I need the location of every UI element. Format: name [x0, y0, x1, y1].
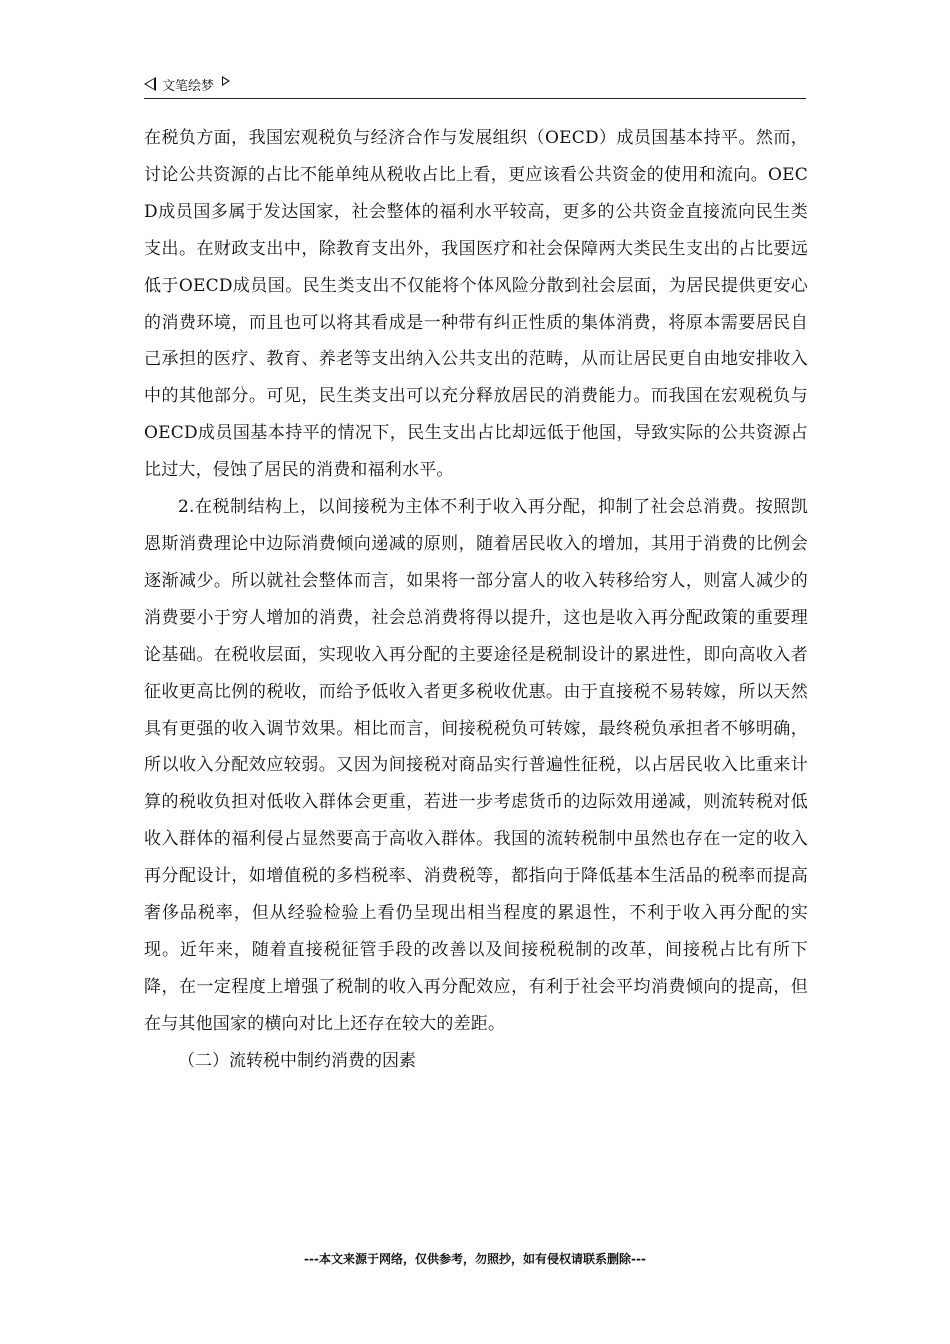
document-body: [144, 120, 808, 1080]
section-heading: （二）流转税中制约消费的因素: [178, 1050, 416, 1071]
paragraph-tax-structure: 2.在税制结构上，以间接税为主体不利于收入再分配，抑制了社会总消费。按照凯恩斯消费理论中边际消费倾向递减的原则，随着居民收入的增加，其用于消费的比例会逐渐减少。所以就社会整体而言，如果将一部分富人的收入转移给穷人，则富人减少的消费要小于穷人增加的消费，社会总消费将得以提升，这也是收入再分配政策的重要理论基础。在税收层面，实现收入再分配的主要途径是税制设计的累进性，即向高收入者征收更高比例的税收，而给予低收入者更多税收优惠。由于直接税不易转嫁，所以天然具有更强的收入调节效果。相比而言，间接税税负可转嫁，最终税负承担者不够明确，所以收入分配效应较弱。又因为间接税对商品实行普遍性征税，以占居民收入比重来计算的税收负担对低收入群体会更重，若进一步考虑货币的边际效用递减，则流转税对低收入群体的福利侵占显然要高于高收入群体。我国的流转税制中虽然也存在一定的收入再分配设计，如增值税的多档税率、消费税等，都指向于降低基本生活品的税率而提高奢侈品税率，但从经验检验上看仍呈现出相当程度的累退性，不利于收入再分配的实现。近年来，随着直接税征管手段的改善以及间接税税制的改革，间接税占比有所下降，在一定程度上增强了税制的收入再分配效应，有利于社会平均消费倾向的提高，但在与其他国家的横向对比上还存在较大的差距。: [144, 497, 808, 1034]
header-title-group: [144, 74, 230, 94]
header-title: 文笔绘梦: [162, 78, 215, 94]
triangle-right-icon: [222, 76, 230, 86]
page-header: [144, 74, 806, 99]
footer-notice: ---本文来源于网络，仅供参考，勿照抄，如有侵权请联系删除---: [304, 1252, 646, 1266]
triangle-left-icon: [144, 77, 156, 91]
paragraph-tax-burden: 在税负方面，我国宏观税负与经济合作与发展组织（OECD）成员国基本持平。然而，讨论公共资源的占比不能单纯从税收占比上看，更应该看公共资金的使用和流向。OECD成员国多属于发达国家，社会整体的福利水平较高，更多的公共资金直接流向民生类支出。在财政支出中，除教育支出外，我国医疗和社会保障两大类民生支出的占比要远低于OECD成员国。民生类支出不仅能将个体风险分散到社会层面，为居民提供更安心的消费环境，而且也可以将其看成是一种带有纠正性质的集体消费，将原本需要居民自己承担的医疗、教育、养老等支出纳入公共支出的范畴，从而让居民更自由地安排收入中的其他部分。可见，民生类支出可以充分释放居民的消费能力。而我国在宏观税负与OECD成员国基本持平的情况下，民生支出占比却远低于他国，导致实际的公共资源占比过大，侵蚀了居民的消费和福利水平。: [144, 128, 808, 481]
